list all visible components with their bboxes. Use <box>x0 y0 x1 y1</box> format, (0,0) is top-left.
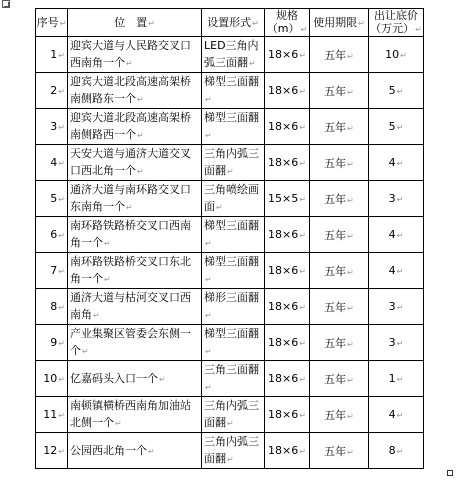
cell-price: 4↵ <box>369 397 424 433</box>
cell-no: 5↵ <box>36 181 68 217</box>
header-no: 序号↵ <box>36 9 68 37</box>
cell-no: 7↵ <box>36 253 68 289</box>
table-move-handle[interactable] <box>2 0 10 8</box>
cell-location: 亿嘉码头入口一个↵ <box>68 361 202 397</box>
cell-period: 五年↵ <box>310 37 369 73</box>
billboard-table <box>35 8 424 469</box>
cell-location: 通济大道与南环路交叉口东南角一个↵ <box>68 181 202 217</box>
cell-price: 5↵ <box>369 73 424 109</box>
cell-form: 梯型三面翻↵ <box>202 325 265 361</box>
cell-price: 4↵ <box>369 253 424 289</box>
cell-no: 9↵ <box>36 325 68 361</box>
cell-form: 三角喷绘画面↵ <box>202 181 265 217</box>
table-row <box>36 433 424 469</box>
table-row <box>36 397 424 433</box>
cell-price: 3↵ <box>369 325 424 361</box>
table-row <box>36 109 424 145</box>
cell-period: 五年↵ <box>310 325 369 361</box>
cell-no: 2↵ <box>36 73 68 109</box>
cell-period: 五年↵ <box>310 217 369 253</box>
header-form: 设置形式↵ <box>202 9 265 37</box>
table-row <box>36 181 424 217</box>
cell-location: 迎宾大道北段高速高架桥南侧路东一个↵ <box>68 73 202 109</box>
cell-price: 10↵ <box>369 37 424 73</box>
cell-period: 五年↵ <box>310 145 369 181</box>
cell-period: 五年↵ <box>310 73 369 109</box>
cell-price: 4↵ <box>369 145 424 181</box>
cell-form: 梯型三面翻↵ <box>202 253 265 289</box>
cell-form: 梯型三面翻↵ <box>202 73 265 109</box>
cell-period: 五年↵ <box>310 397 369 433</box>
cell-size: 18×6↵ <box>265 397 310 433</box>
cell-period: 五年↵ <box>310 109 369 145</box>
table-row <box>36 289 424 325</box>
cell-no: 4↵ <box>36 145 68 181</box>
header-price: 出让底价 （万元）↵ <box>370 9 422 35</box>
cell-size: 18×6↵ <box>265 361 310 397</box>
header-row <box>36 9 424 37</box>
cell-size: 18×6↵ <box>265 145 310 181</box>
cell-size: 18×6↵ <box>265 433 310 469</box>
cell-period: 五年↵ <box>310 181 369 217</box>
cell-location: 通济大道与枯河交叉口西南角↵ <box>68 289 202 325</box>
cell-location: 公园西北角一个↵ <box>68 433 202 469</box>
cell-no: 12↵ <box>36 433 68 469</box>
cell-form: 三角三面翻↵ <box>202 361 265 397</box>
cell-form: 梯型三面翻↵ <box>202 109 265 145</box>
cell-location: 迎宾大道北段高速高架桥南侧路西一个↵ <box>68 109 202 145</box>
cell-form: 三角内弧三面翻↵ <box>202 433 265 469</box>
cell-location: 南环路铁路桥交叉口西南角一个↵ <box>68 217 202 253</box>
cell-size: 18×6↵ <box>265 37 310 73</box>
cell-location: 迎宾大道与人民路交叉口西南角一个↵ <box>68 37 202 73</box>
cell-no: 11↵ <box>36 397 68 433</box>
cell-price: 5↵ <box>369 109 424 145</box>
table-row <box>36 37 424 73</box>
header-location: 位 置↵ <box>68 9 202 37</box>
cell-no: 3↵ <box>36 109 68 145</box>
cell-location: 天安大道与通济大道交叉口西北角一个↵ <box>68 145 202 181</box>
table-row <box>36 217 424 253</box>
cell-form: LED三角内弧三面翻↵ <box>202 37 265 73</box>
cell-no: 1↵ <box>36 37 68 73</box>
cell-form: 三角内弧三面翻↵ <box>202 397 265 433</box>
cell-period: 五年↵ <box>310 289 369 325</box>
header-size: 规格（m）↵ <box>265 9 310 37</box>
end-of-table-marker <box>447 470 453 476</box>
cell-price: 3↵ <box>369 289 424 325</box>
cell-size: 18×6↵ <box>265 109 310 145</box>
cell-period: 五年↵ <box>310 361 369 397</box>
cell-location: 南顿镇横桥西南角加油站北侧一个↵ <box>68 397 202 433</box>
cell-form: 三角内弧三面翻↵ <box>202 145 265 181</box>
cell-no: 8↵ <box>36 289 68 325</box>
header-period: 使用期限↵ <box>310 9 369 37</box>
cell-size: 18×6↵ <box>265 217 310 253</box>
cell-period: 五年↵ <box>310 433 369 469</box>
cell-form: 梯形三面翻↵ <box>202 289 265 325</box>
cell-period: 五年↵ <box>310 253 369 289</box>
cell-size: 15×5↵ <box>265 181 310 217</box>
cell-price: 3↵ <box>369 181 424 217</box>
cell-size: 18×6↵ <box>265 325 310 361</box>
cell-price: 1↵ <box>369 361 424 397</box>
cell-no: 6↵ <box>36 217 68 253</box>
cell-no: 10↵ <box>36 361 68 397</box>
cell-price: 8↵ <box>369 433 424 469</box>
table-row <box>36 325 424 361</box>
cell-size: 18×6↵ <box>265 253 310 289</box>
table-row <box>36 253 424 289</box>
cell-form: 梯型三面翻↵ <box>202 217 265 253</box>
cell-location: 南环路铁路桥交叉口东北角一个↵ <box>68 253 202 289</box>
table-row <box>36 361 424 397</box>
cell-size: 18×6↵ <box>265 73 310 109</box>
table-row <box>36 145 424 181</box>
cell-location: 产业集聚区管委会东侧一个↵ <box>68 325 202 361</box>
cell-price: 4↵ <box>369 217 424 253</box>
table-row <box>36 73 424 109</box>
cell-size: 18×6↵ <box>265 289 310 325</box>
